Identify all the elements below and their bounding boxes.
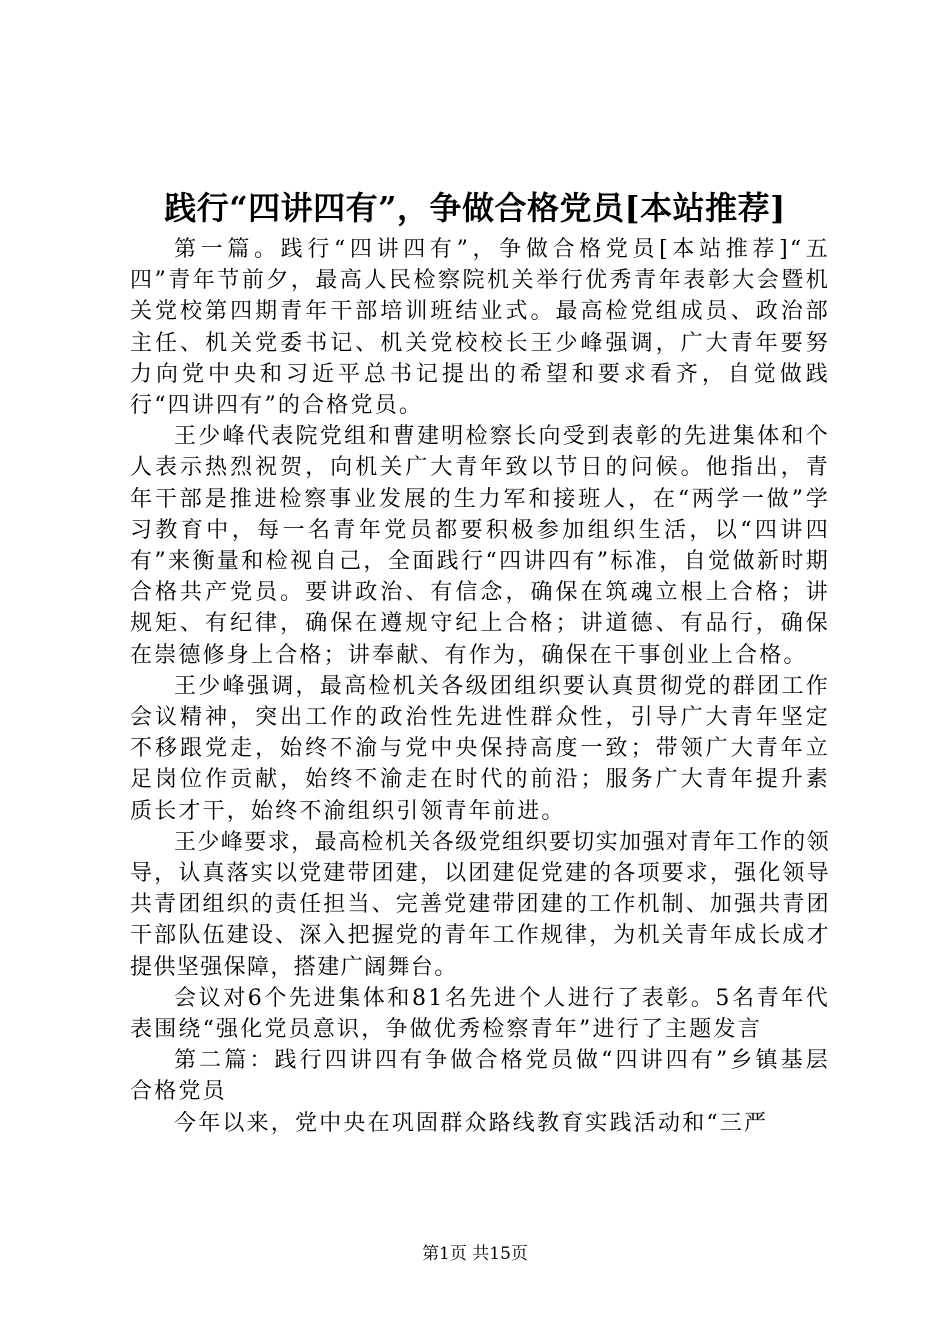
page-number-footer: 第1页 共15页 <box>422 1244 528 1264</box>
paragraph: 会议对6个先进集体和81名先进个人进行了表彰。5名青年代表围绕“强化党员意识，争做优秀检察青年”进行了主题发言 <box>130 985 830 1043</box>
document-title: 践行“四讲四有”，争做合格党员[本站推荐] <box>164 189 786 227</box>
paragraph: 今年以来，党中央在巩固群众路线教育实践活动和“三严 <box>174 1110 769 1136</box>
paragraph: 第二篇：践行四讲四有争做合格党员做“四讲四有”乡镇基层合格党员 <box>130 1048 830 1105</box>
paragraph: 第一篇。践行“四讲四有”，争做合格党员[本站推荐]“五四”青年节前夕，最高人民检察院机关举行优秀青年表彰大会暨机关党校第四期青年干部培训班结业式。最高检党组成员、政治部主任、机关党委书记、机关党校校长王少峰强调，广大青年要努力向党中央和习近平总书记提出的希望和要求看齐，自觉做践行“四讲四有”的合格党员。 <box>130 237 830 419</box>
paragraph: 王少峰强调，最高检机关各级团组织要认真贯彻党的群团工作会议精神，突出工作的政治性先进性群众性，引导广大青年坚定不移跟党走，始终不渝与党中央保持高度一致；带领广大青年立足岗位作贡献，始终不渝走在时代的前沿；服务广大青年提升素质长才干，始终不渝组织引领青年前进。 <box>130 673 830 824</box>
paragraph: 王少峰要求，最高检机关各级党组织要切实加强对青年工作的领导，认真落实以党建带团建，以团建促党建的各项要求，强化领导共青团组织的责任担当、完善党建带团建的工作机制、加强共青团干部队伍建设、深入把握党的青年工作规律，为机关青年成长成才提供坚强保障，搭建广阔舞台。 <box>130 829 830 980</box>
document-body <box>130 234 830 1139</box>
paragraph: 王少峰代表院党组和曹建明检察长向受到表彰的先进集体和个人表示热烈祝贺，向机关广大青年致以节日的问候。他指出，青年干部是推进检察事业发展的生力军和接班人，在“两学一做”学习教育中，每一名青年党员都要积极参加组织生活，以“四讲四有”来衡量和检视自己，全面践行“四讲四有”标准，自觉做新时期合格共产党员。要讲政治、有信念，确保在筑魂立根上合格；讲规矩、有纪律，确保在遵规守纪上合格；讲道德、有品行，确保在崇德修身上合格；讲奉献、有作为，确保在干事创业上合格。 <box>130 424 830 668</box>
